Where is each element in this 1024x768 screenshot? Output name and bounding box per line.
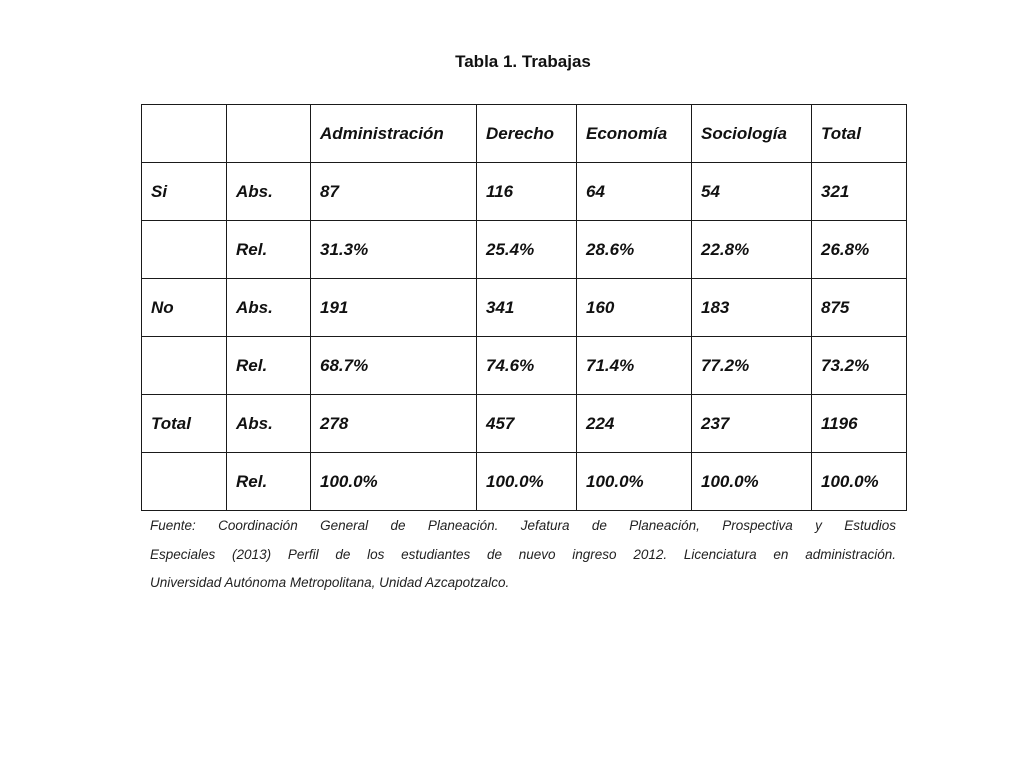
table-row [142,279,907,337]
row-measure-label: Abs. [227,279,311,337]
table-cell: 1196 [812,395,907,453]
table-cell: 87 [311,163,477,221]
table-cell: 116 [477,163,577,221]
table-cell: 64 [577,163,692,221]
table-cell: 224 [577,395,692,453]
table-row [142,337,907,395]
header-cell-group [142,105,227,163]
source-line: Fuente: Coordinación General de Planeación. Jefatura de Planeación, Prospectiva y Estudios [150,518,896,533]
header-cell-measure [227,105,311,163]
table-cell: 457 [477,395,577,453]
row-measure-label: Rel. [227,337,311,395]
header-cell-total: Total [812,105,907,163]
table-cell: 100.0% [477,453,577,511]
header-cell-sociologia: Sociología [692,105,812,163]
table-cell: 22.8% [692,221,812,279]
table-cell: 100.0% [577,453,692,511]
table-cell: 31.3% [311,221,477,279]
row-group-label: No [142,279,227,337]
table-cell: 73.2% [812,337,907,395]
table-cell: 28.6% [577,221,692,279]
header-cell-administracion: Administración [311,105,477,163]
source-line: Universidad Autónoma Metropolitana, Unidad Azcapotzalco. [150,575,510,590]
table-cell: 74.6% [477,337,577,395]
data-table [141,104,907,511]
table-row [142,163,907,221]
header-cell-derecho: Derecho [477,105,577,163]
table-cell: 183 [692,279,812,337]
table-row [142,453,907,511]
row-measure-label: Abs. [227,395,311,453]
table-cell: 100.0% [692,453,812,511]
row-measure-label: Rel. [227,221,311,279]
table-cell: 68.7% [311,337,477,395]
table-cell: 26.8% [812,221,907,279]
table-cell: 278 [311,395,477,453]
header-cell-economia: Economía [577,105,692,163]
table-cell: 160 [577,279,692,337]
table-cell: 71.4% [577,337,692,395]
row-group-label [142,453,227,511]
table-row [142,221,907,279]
row-group-label: Total [142,395,227,453]
row-measure-label: Rel. [227,453,311,511]
table-cell: 321 [812,163,907,221]
header-row [142,105,907,163]
table-title: Tabla 1. Trabajas [455,52,591,71]
table-cell: 77.2% [692,337,812,395]
table-cell: 237 [692,395,812,453]
source-caption [150,512,896,598]
table-cell: 341 [477,279,577,337]
source-line: Especiales (2013) Perfil de los estudiantes de nuevo ingreso 2012. Licenciatura en administración. [150,546,896,562]
row-measure-label: Abs. [227,163,311,221]
table-cell: 25.4% [477,221,577,279]
row-group-label: Si [142,163,227,221]
table-cell: 54 [692,163,812,221]
row-group-label [142,337,227,395]
table-cell: 100.0% [311,453,477,511]
table-row [142,395,907,453]
row-group-label [142,221,227,279]
table-cell: 100.0% [812,453,907,511]
table-cell: 875 [812,279,907,337]
table-cell: 191 [311,279,477,337]
